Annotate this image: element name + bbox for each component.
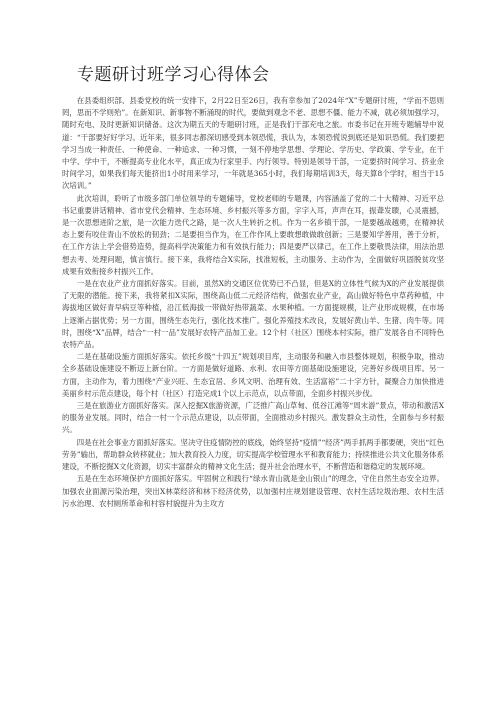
body-paragraph: 此次培训，聆听了市级多部门单位领导的专题辅导，党校老师的专题课，内容涵盖了党的二十大精神、习近平总书记重要讲话精神、省市党代会精神、生态环境、乡村振兴等多方面，字字入耳，声声在耳，振聋发聩，心灵震撼，是一次思想进阶之旅，是一次能力迭代之路，是一次人生转折之机。作为一名乡镇干部，一是要越战越勇，在精神状态上要有咬住青山不放松的韧劲；二是要担当作为，在工作作风上要敢想敢做敢创新；三是要知学善用，善于分析，在工作方法上学会借势造势，提高科学决策能力和有效执行能力；四是要严以律己，在工作上要敬畏法律，用法治思想去考、处理问题，慎言慎行。接下来，我将结合X实际，找准短板，主动服务、主动作为，全面做好巩固脱贫攻坚成果有效衔接乡村振兴工作。 [62,193,444,276]
document-title: 专题研讨班学习心得体会 [77,65,270,85]
body-paragraph: 在县委组织部、县委党校的统一安排下，2月22日至26日，我有幸参加了2024年“X”专题研讨班，“学而不思则罔，思而不学则殆”。在新知识、新事物不断涌现的时代，要做到观念不老、思想不僵、能力不减，就必须加强学习，随时充电、及时更新知识储备。这次为期五天的专题研讨班，正是我们干部充电之旅。市委书记在开班专题辅导中说道：“干部要好好学习。近年来，很多同志都深切感受到本领恐慌，我认为，本领恐慌说到底还是知识恐慌。我们要把学习当成一种责任、一种使命、一种追求、一种习惯，一刻不停地学思想、学理论、学历史、学政策、学专业，在干中学、学中干，不断提高专业化水平，真正成为行家里手、内行领导。特别是领导干部，一定要挤时间学习、挤业余时间学习，如果我们每天能挤出1小时用来学习，一年就是365小时，我们每期培训3天，每天算8个学时，相当于15次培训。” [62,96,444,191]
body-paragraph: 三是在旅游业方面抓好落实。深入挖掘X旅游资源，广泛推广高山草甸、低谷江滩等“周末游”景点，带动和激活X的服务业发展。同时，结合一村一个示范点建设，以点带面，全面推动乡村振兴。激发群众主动性，全面参与乡村振兴。 [62,401,444,435]
body-paragraph: 四是在社会事业方面抓好落实。坚决守住疫情防控的底线，始终坚持“疫情”“经济”两手抓两手都要硬，突出“红色劳务”输出，帮助群众转移就业；加大教育投入力度，切实提高学校管理水平和教育能力；持续推进公共文化服务体系建设，不断挖掘X文化资源，切实丰富群众的精神文化生活；提升社会治理水平，不断营造和谐稳定的发展环境。 [62,437,444,472]
body-paragraph: 二是在基础设施方面抓好落实。依托乡级“十四五”规划项目库，主动服务和融入市县整体规划，积极争取，推动全乡基础设施建设不断迈上新台阶。一方面是做好道路、水利、农田等方面基础设施建设，完善好乡级项目库。另一方面，主动作为，着力围绕“产业兴旺、生态宜居、乡风文明、治理有效、生活富裕”二十字方针，凝聚合力加快推进美丽乡村示范点建设，每个村（社区）打造完成1个以上示范点，以点带面，全面乡村振兴步伐。 [62,352,444,398]
body-paragraph: 一是在农业产业方面抓好落实。目前，虽然X的交通区位优势已不凸显，但是X的立体性气候为X的产业发展提供了无限的潜能。接下来，我将紧扣X实际，围绕高山低二元经济结构，做强农业产业，高山做好特色中草药种植，中海拔地区做好青早病豆等种植，沿江低海拔一带做好热带蔬菜、水果种植。一方面提规模，让产业形成规模，在市场上逐渐占据优势；另一方面，围绕生态先行，强化技术推广。强化养殖技术改良，发展好黄山羊、生猪、肉牛等。同时，围绕“X”品牌，结合“一村一品”发展好农特产品加工业。12个村（社区）围绕本村实际，推广发展各自不同特色农特产品。 [62,279,444,350]
body-paragraph: 五是在生态环境保护方面抓好落实。牢固树立和践行“绿水青山就是金山银山”的理念，守住自然生态安全边界。加强农业面源污染治理，突出X林菜经济和林下经济优势，以加强村庄规划建设管理、农村生活垃圾治理、农村生活污水治理、农村厕所革命和村容村貌提升为主攻方 [62,474,444,508]
document-body [62,95,444,510]
